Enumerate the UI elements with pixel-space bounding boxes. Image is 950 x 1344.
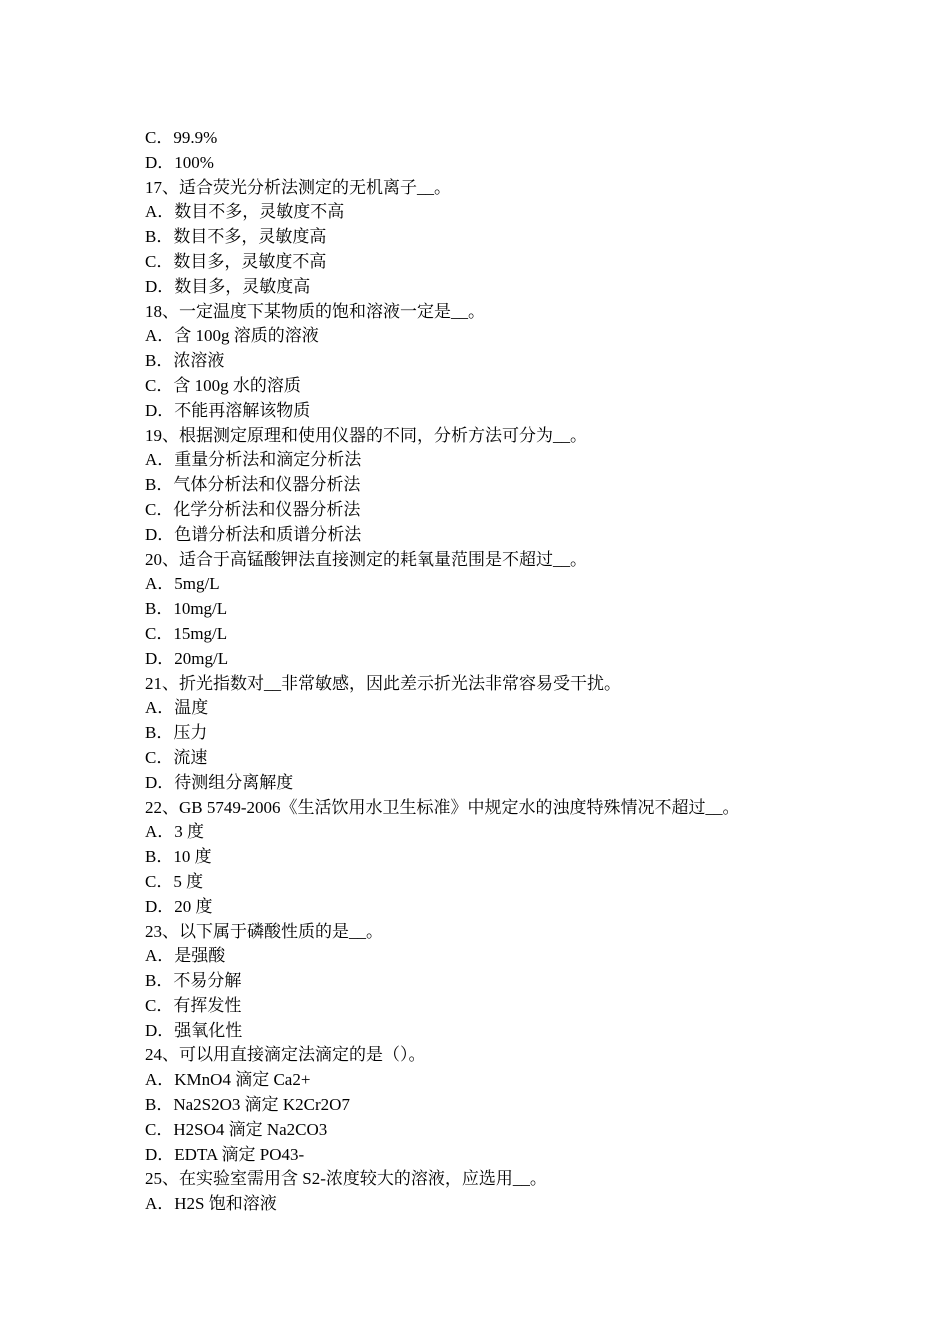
option-line: C．5 度 [145,871,204,891]
option-line: A．温度 [145,698,209,718]
option-line: C．H2SO4 滴定 Na2CO3 [145,1119,328,1139]
option-line: D．数目多，灵敏度高 [145,276,311,296]
option-line: D．待测组分离解度 [145,772,294,792]
option-line: C．数目多，灵敏度不高 [145,251,327,271]
option-line: C．15mg/L [145,623,228,643]
option-line: A．数目不多，灵敏度不高 [145,202,345,222]
option-line: B．不易分解 [145,971,242,991]
option-line: A．含 100g 溶质的溶液 [145,326,319,346]
option-line: A．H2S 饱和溶液 [145,1194,277,1214]
option-line: A．重量分析法和滴定分析法 [145,450,362,470]
option-line: D．20mg/L [145,648,229,668]
question-22: 22、GB 5749-2006《生活饮用水卫生标准》中规定水的浊度特殊情况不超过__。 [145,797,740,817]
option-line: D．100% [145,152,214,172]
option-line: C．化学分析法和仪器分析法 [145,499,361,519]
option-line: C．流速 [145,747,208,767]
option-line: B．数目不多，灵敏度高 [145,227,327,247]
option-line: B．10 度 [145,847,212,867]
option-line: B．压力 [145,723,208,743]
question-25: 25、在实验室需用含 S2-浓度较大的溶液，应选用__。 [145,1169,547,1189]
option-line: A．是强酸 [145,946,226,966]
option-line: B．Na2S2O3 滴定 K2Cr2O7 [145,1095,350,1115]
option-line: C．含 100g 水的溶质 [145,375,301,395]
option-line: A．5mg/L [145,574,220,594]
question-17: 17、适合荧光分析法测定的无机离子__。 [145,177,451,197]
option-line: D．强氧化性 [145,1020,243,1040]
question-20: 20、适合于高锰酸钾法直接测定的耗氧量范围是不超过__。 [145,549,587,569]
option-line: C．99.9% [145,128,218,147]
option-line: A．3 度 [145,822,205,842]
option-line: B．气体分析法和仪器分析法 [145,475,361,495]
question-21: 21、折光指数对__非常敏感，因此差示折光法非常容易受干扰。 [145,673,621,693]
option-line: A．KMnO4 滴定 Ca2+ [145,1070,311,1090]
option-line: D．色谱分析法和质谱分析法 [145,524,362,544]
question-23: 23、以下属于磷酸性质的是__。 [145,921,383,941]
question-18: 18、一定温度下某物质的饱和溶液一定是__。 [145,301,485,321]
option-line: D．20 度 [145,896,213,916]
question-19: 19、根据测定原理和使用仪器的不同，分析方法可分为__。 [145,425,587,445]
option-line: D．不能再溶解该物质 [145,400,311,420]
option-line: B．10mg/L [145,599,228,619]
question-24: 24、可以用直接滴定法滴定的是（）。 [145,1045,426,1065]
option-line: B．浓溶液 [145,351,225,371]
option-line: D．EDTA 滴定 PO43- [145,1144,305,1164]
document-body [145,126,925,1217]
option-line: C．有挥发性 [145,995,242,1015]
